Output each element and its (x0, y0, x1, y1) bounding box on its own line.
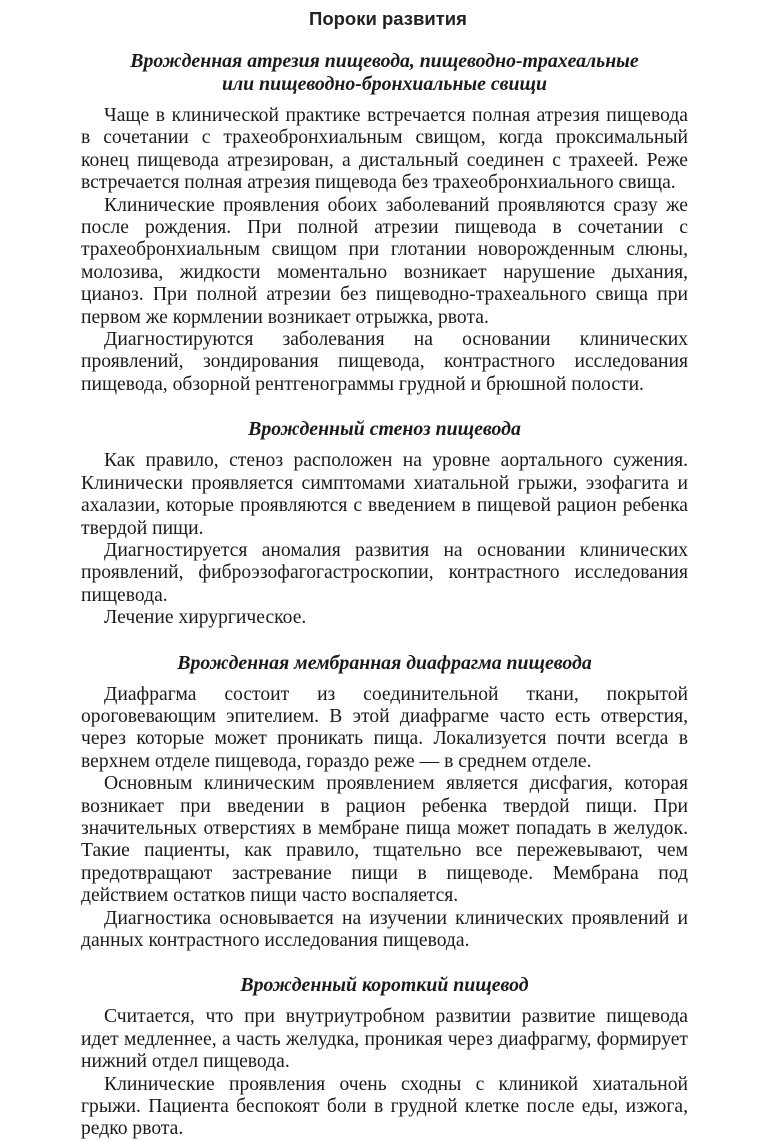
paragraph: Диагностируются заболевания на основании клинических проявлений, зондирования пищевода, контрастного исследования пищевода, обзорной рентгенограммы грудной и брюшной полости. (81, 329, 688, 395)
paragraph: Клинические проявления обоих заболеваний проявляются сразу же после рождения. При полной атрезии пищевода в сочетании с трахеобронхиальным свищом при глотании новорожденным слюны, молозива, жидкости моментально возникает нарушение дыхания, цианоз. При полной атрезии без пищеводно-трахеального свища при первом же кормлении возникает отрыжка, рвота. (81, 194, 688, 328)
section-title (81, 974, 688, 997)
paragraph: Диагностируется аномалия развития на основании клинических проявлений, фиброэзофагогастроскопии, контрастного исследования пищевода. (81, 539, 688, 606)
section-short-esophagus (81, 974, 688, 1140)
section-title-line: Врожденный стеноз пищевода (248, 418, 521, 441)
running-head: Пороки развития (309, 8, 467, 29)
paragraph: Лечение хирургическое. (104, 607, 307, 629)
paragraph: Считается, что при внутриутробном развитии развитие пищевода идет медленнее, а часть желудка, проникая через диафрагму, формирует нижний отдел пищевода. (81, 1006, 688, 1073)
paragraph: Чаще в клинической практике встречается полная атрезия пищевода в сочетании с трахеобронхиальным свищом, когда проксимальный конец пищевода атрезирован, а дистальный соединен с трахеей. Реже встречается полная атрезия пищевода без трахеобронхиального свища. (81, 105, 688, 194)
section-title (81, 50, 688, 96)
section-membranous-diaphragm (81, 652, 688, 953)
page-body (81, 50, 688, 1141)
section-title-line: Врожденный короткий пищевод (240, 974, 529, 997)
section-title-line: Врожденная атрезия пищевода, пищеводно-трахеальные (130, 50, 639, 72)
section-esophageal-atresia (81, 50, 688, 396)
section-esophageal-stenosis (81, 418, 688, 629)
paragraph: Диагностика основывается на изучении клинических проявлений и данных контрастного исследования пищевода. (81, 907, 688, 951)
section-title-line: или пищеводно-бронхиальные свищи (222, 73, 547, 95)
paragraph: Основным клиническим проявлением является дисфагия, которая возникает при введении в рацион ребенка твердой пищи. При значительных отверстиях в мембране пища может попадать в желудок. Такие пациенты, как правило, тщательно все пережевывают, чем предотвращают застревание пищи в пищеводе. Мембрана под действием остатков пищи часто воспаляется. (81, 773, 688, 907)
paragraph: Клинические проявления очень сходны с клиникой хиатальной грыжи. Пациента беспокоят боли в грудной клетке после еды, изжога, редко рвота. (81, 1073, 688, 1140)
paragraph: Диафрагма состоит из соединительной ткани, покрытой ороговевающим эпителием. В этой диафрагме часто есть отверстия, через которые может проникать пища. Локализуется почти всегда в верхнем отделе пищевода, гораздо реже — в среднем отделе. (81, 683, 688, 772)
section-title (81, 418, 688, 441)
section-title-line: Врожденная мембранная диафрагма пищевода (177, 651, 592, 674)
section-title (81, 652, 688, 675)
paragraph: Как правило, стеноз расположен на уровне аортального сужения. Клинически проявляется симптомами хиатальной грыжи, эзофагита и ахалазии, которые проявляются с введением в пищевой рацион ребенка твердой пищи. (81, 450, 688, 539)
